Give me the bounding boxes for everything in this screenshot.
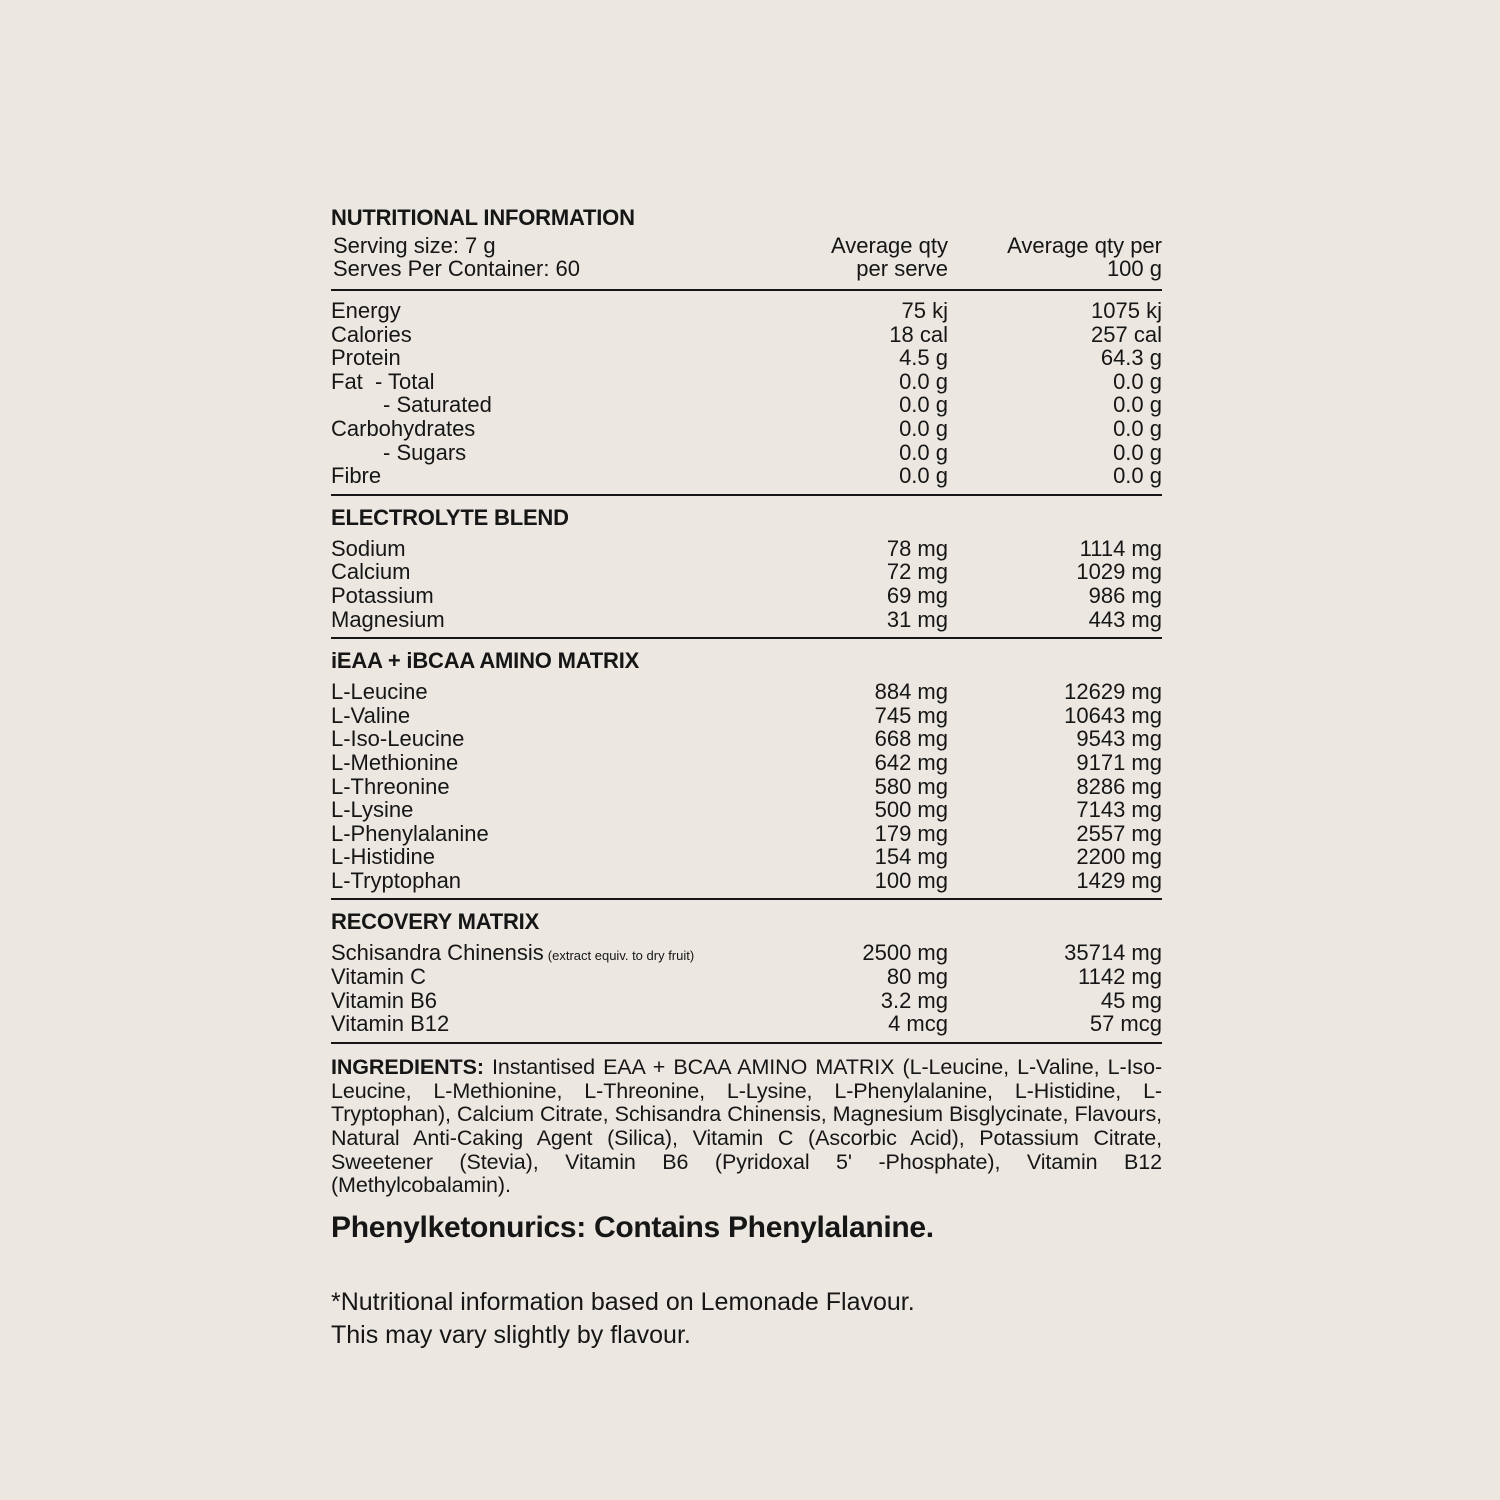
table-row (331, 965, 1162, 989)
row-label: Sodium (331, 535, 406, 561)
row-per-100g: 0.0 g (1113, 415, 1162, 441)
row-per-serve: 4 mcg (888, 1011, 948, 1037)
col-header-per-serve-line1: Average qty (830, 233, 948, 258)
ingredients-paragraph (331, 1056, 1162, 1198)
serves-per-container: Serves Per Container: 60 (333, 256, 581, 281)
row-per-100g: 35714 mg (1064, 940, 1162, 966)
table-row (331, 560, 1162, 584)
divider (331, 898, 1162, 900)
table-row (331, 370, 1162, 394)
row-per-serve: 0.0 g (899, 463, 948, 489)
table-row (331, 299, 1162, 323)
row-per-100g: 1142 mg (1078, 964, 1162, 990)
row-per-100g: 7143 mg (1076, 797, 1162, 823)
row-per-serve: 72 mg (886, 559, 948, 585)
row-per-serve: 668 mg (874, 726, 948, 752)
amino-rows (331, 680, 1162, 892)
row-per-serve: 642 mg (874, 749, 948, 775)
row-label: Vitamin B12 (331, 1011, 450, 1037)
row-per-100g: 0.0 g (1113, 368, 1162, 394)
row-label: L-Threonine (331, 773, 450, 799)
row-label: L-Methionine (331, 749, 459, 775)
row-per-100g: 9171 mg (1076, 749, 1162, 775)
row-per-serve: 500 mg (874, 797, 948, 823)
footnote-line2: This may vary slightly by flavour. (331, 1321, 691, 1350)
row-per-100g: 1029 mg (1076, 559, 1162, 585)
row-label: Vitamin B6 (331, 987, 437, 1013)
row-per-serve: 80 mg (886, 964, 948, 990)
row-per-100g: 2557 mg (1076, 820, 1162, 846)
electrolyte-section-title: ELECTROLYTE BLEND (331, 504, 569, 530)
row-per-100g: 0.0 g (1113, 439, 1162, 465)
row-per-serve: 745 mg (874, 702, 948, 728)
row-label-note: (extract equiv. to dry fruit) (547, 948, 695, 964)
row-label: L-Tryptophan (331, 867, 462, 893)
table-row (331, 537, 1162, 561)
table-row (331, 464, 1162, 488)
divider (331, 637, 1162, 639)
row-per-100g: 9543 mg (1076, 726, 1162, 752)
row-per-100g: 8286 mg (1076, 773, 1162, 799)
row-label: Vitamin C (331, 964, 426, 990)
table-row (331, 323, 1162, 347)
row-label: Energy (331, 298, 401, 323)
row-per-100g: 986 mg (1088, 582, 1162, 608)
electrolyte-rows (331, 537, 1162, 631)
row-per-serve: 75 kj (901, 298, 948, 323)
table-row (331, 346, 1162, 370)
col-header-per-serve (718, 234, 948, 280)
recovery-section-title: RECOVERY MATRIX (331, 909, 540, 935)
row-label: - Saturated (383, 392, 492, 418)
col-header-per-100g-line2: 100 g (1106, 256, 1162, 281)
header-row (331, 234, 1162, 280)
row-label: L-Iso-Leucine (331, 726, 465, 752)
row-per-100g: 64.3 g (1100, 345, 1162, 371)
table-row (331, 798, 1162, 822)
recovery-rows (331, 941, 1162, 1035)
col-header-per-100g (948, 234, 1162, 280)
row-per-100g: 2200 mg (1076, 844, 1162, 870)
table-row (331, 822, 1162, 846)
table-row (331, 704, 1162, 728)
panel-title: NUTRITIONAL INFORMATION (331, 205, 635, 230)
row-label: Magnesium (331, 606, 445, 632)
row-label: Protein (331, 345, 401, 371)
row-per-100g: 0.0 g (1113, 392, 1162, 418)
row-label: Calories (331, 321, 412, 347)
table-row (331, 680, 1162, 704)
row-per-serve: 0.0 g (899, 415, 948, 441)
row-per-serve: 884 mg (874, 679, 948, 705)
row-label: Fibre (331, 463, 382, 489)
row-label: L-Phenylalanine (331, 820, 489, 846)
row-per-100g: 12629 mg (1064, 679, 1162, 705)
table-row (331, 417, 1162, 441)
table-row (331, 393, 1162, 417)
row-per-serve: 0.0 g (899, 392, 948, 418)
table-row (331, 608, 1162, 632)
serving-info (333, 234, 718, 280)
col-header-per-serve-line2: per serve (856, 256, 948, 281)
row-label: Schisandra Chinensis (331, 940, 544, 966)
row-label-group (331, 941, 718, 965)
row-label: Fat - Total (331, 368, 435, 394)
phenylketonurics-warning: Phenylketonurics: Contains Phenylalanine. (331, 1211, 934, 1245)
footnote (331, 1286, 1162, 1352)
row-per-100g: 57 mcg (1089, 1011, 1162, 1037)
row-per-serve: 78 mg (886, 535, 948, 561)
row-label: L-Leucine (331, 679, 428, 705)
table-row (331, 584, 1162, 608)
row-per-serve: 0.0 g (899, 439, 948, 465)
row-per-serve: 154 mg (874, 844, 948, 870)
row-label: Calcium (331, 559, 411, 585)
row-per-serve: 18 cal (889, 321, 948, 347)
serving-size: Serving size: 7 g (333, 233, 496, 258)
table-row (331, 941, 1162, 965)
row-per-100g: 1114 mg (1079, 535, 1162, 561)
row-per-100g: 10643 mg (1064, 702, 1162, 728)
divider (331, 494, 1162, 496)
row-per-serve: 100 mg (874, 867, 948, 893)
ingredients-text: Instantised EAA + BCAA AMINO MATRIX (L-Leucine, L-Valine, L-Iso-Leucine, L-Methionine, L-Threonine, L-Lysine, L-Phenylalanine, L-Histidine, L-Tryptophan), Calcium Citrate, Schisandra Chinensis, Magnesium Bisglycinate, Flavours, Natural Anti-Caking Agent (Silica), Vitamin C (Ascorbic Acid), Potassium Citrate, Sweetener (Stevia), Vitamin B6 (Pyridoxal 5' -Phosphate), Vitamin B12 (Methylcobalamin). (331, 1054, 1163, 1198)
row-per-100g: 45 mg (1100, 987, 1162, 1013)
row-per-100g: 1429 mg (1076, 867, 1162, 893)
row-per-serve: 0.0 g (899, 368, 948, 394)
row-per-serve: 580 mg (874, 773, 948, 799)
row-per-serve: 31 mg (886, 606, 948, 632)
amino-section-title: iEAA + iBCAA AMINO MATRIX (331, 648, 640, 674)
row-per-100g: 0.0 g (1113, 463, 1162, 489)
col-header-per-100g-line1: Average qty per (1007, 233, 1162, 258)
ingredients-label: INGREDIENTS: (331, 1054, 484, 1079)
nutrition-rows (331, 291, 1162, 488)
row-per-serve: 4.5 g (899, 345, 948, 371)
row-per-100g: 443 mg (1088, 606, 1162, 632)
row-label: Carbohydrates (331, 415, 476, 441)
table-row (331, 775, 1162, 799)
row-per-serve: 2500 mg (862, 940, 948, 966)
table-row (331, 727, 1162, 751)
row-label: L-Histidine (331, 844, 435, 870)
table-row (331, 1012, 1162, 1036)
row-label: - Sugars (383, 439, 467, 465)
row-per-100g: 1075 kj (1091, 298, 1162, 323)
row-label: L-Valine (331, 702, 411, 728)
row-label: Potassium (331, 582, 434, 608)
row-per-serve: 179 mg (874, 820, 948, 846)
divider (331, 1042, 1162, 1044)
table-row (331, 441, 1162, 465)
nutrition-panel (331, 204, 1162, 1352)
table-row (331, 845, 1162, 869)
row-per-serve: 3.2 mg (880, 987, 948, 1013)
row-per-100g: 257 cal (1091, 321, 1162, 347)
table-row (331, 989, 1162, 1013)
table-row (331, 869, 1162, 893)
footnote-line1: *Nutritional information based on Lemonade Flavour. (331, 1288, 915, 1317)
row-per-serve: 69 mg (886, 582, 948, 608)
row-label: L-Lysine (331, 797, 414, 823)
table-row (331, 751, 1162, 775)
